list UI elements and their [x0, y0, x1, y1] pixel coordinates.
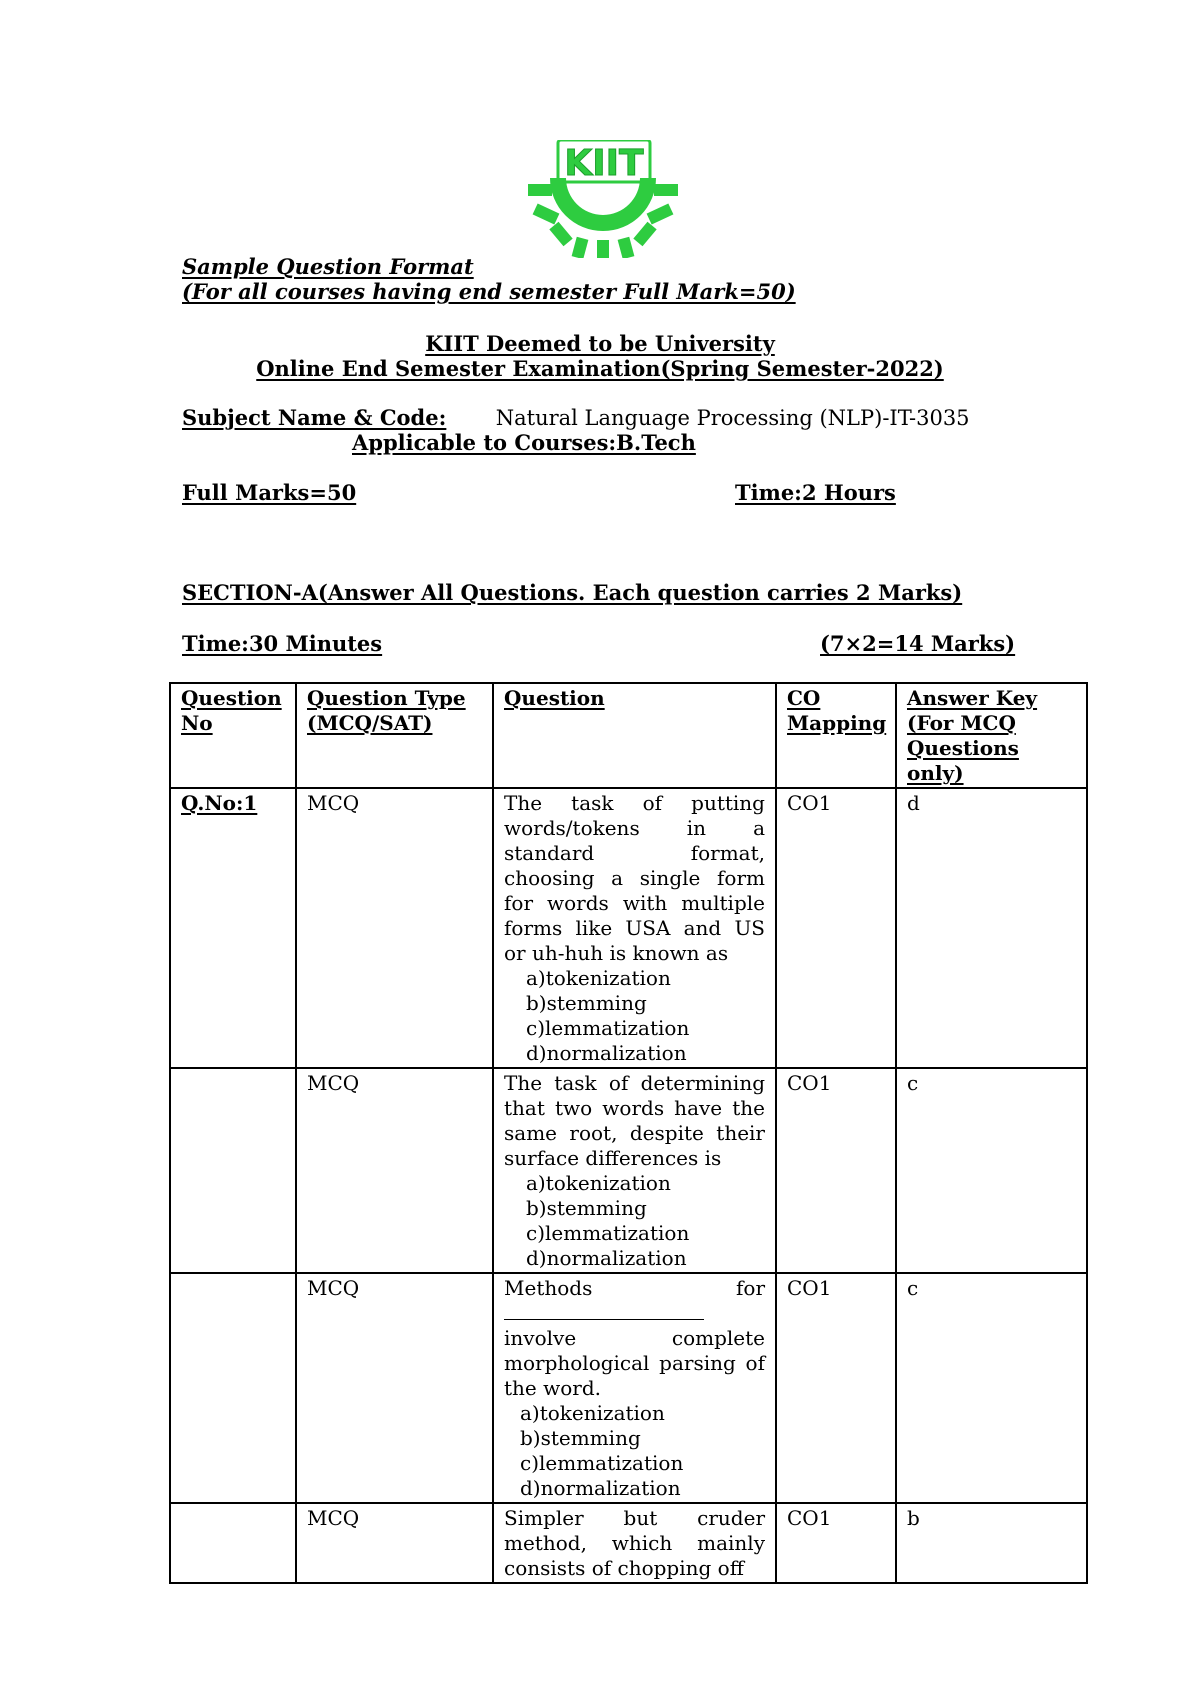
applicable-courses: Applicable to Courses:B.Tech [352, 430, 696, 455]
option-a: a)tokenization [520, 1401, 665, 1425]
university-name: KIIT Deemed to be University [425, 331, 775, 356]
answer-key: c [896, 1273, 1087, 1503]
header-question-no: Question No [170, 683, 296, 788]
kiit-logo [528, 140, 678, 258]
format-subtitle: (For all courses having end semester Full Mark=50) [182, 279, 796, 304]
answer-key: c [896, 1068, 1087, 1273]
full-marks: Full Marks=50 [182, 480, 357, 505]
question-no [170, 1068, 296, 1273]
question-no [170, 1503, 296, 1583]
fill-blank [504, 1301, 765, 1326]
table-row [170, 1068, 1087, 1273]
question-text: The task of determining that two words have the same root, despite their surface differences is [504, 1071, 765, 1170]
question-cell [493, 1068, 776, 1273]
header-question-type: Question Type (MCQ/SAT) [296, 683, 493, 788]
option-c: c)lemmatization [526, 1221, 690, 1245]
question-cell [493, 1273, 776, 1503]
options-list [504, 1401, 765, 1501]
options-list [504, 966, 765, 1066]
option-c: c)lemmatization [526, 1016, 690, 1040]
question-text-start: Methods for [504, 1276, 765, 1300]
section-title: SECTION-A(Answer All Questions. Each question carries 2 Marks) [182, 580, 963, 605]
table-header-row [170, 683, 1087, 788]
question-table [169, 682, 1088, 1584]
table-row [170, 788, 1087, 1068]
section-time: Time:30 Minutes [182, 631, 383, 656]
question-type: MCQ [296, 1273, 493, 1503]
format-title: Sample Question Format [182, 254, 474, 279]
question-type: MCQ [296, 1068, 493, 1273]
logo-text: KIIT [564, 143, 644, 184]
option-b: b)stemming [520, 1426, 641, 1450]
section-marks: (7×2=14 Marks) [820, 631, 1016, 656]
co-mapping: CO1 [776, 1273, 896, 1503]
option-d: d)normalization [526, 1041, 687, 1065]
co-mapping: CO1 [776, 788, 896, 1068]
question-cell [493, 788, 776, 1068]
subject-line [182, 405, 970, 431]
question-text-end: involve complete morphological parsing of the word. [504, 1326, 765, 1400]
co-mapping: CO1 [776, 1503, 896, 1583]
question-cell [493, 1503, 776, 1583]
answer-key: d [896, 788, 1087, 1068]
subject-value: Natural Language Processing (NLP)-IT-3035 [495, 406, 970, 430]
option-a: a)tokenization [526, 966, 671, 990]
question-no [170, 1273, 296, 1503]
option-d: d)normalization [526, 1246, 687, 1270]
header-answer-key: Answer Key (For MCQ Questions only) [896, 683, 1087, 788]
co-mapping: CO1 [776, 1068, 896, 1273]
answer-key: b [896, 1503, 1087, 1583]
question-text: The task of putting words/tokens in a standard format, choosing a single form for words with multiple forms like USA and US or uh-huh is known as [504, 791, 765, 965]
table-row [170, 1273, 1087, 1503]
option-d: d)normalization [520, 1476, 681, 1500]
question-type: MCQ [296, 1503, 493, 1583]
options-list [504, 1171, 765, 1271]
exam-title: Online End Semester Examination(Spring Semester-2022) [256, 356, 944, 381]
subject-label: Subject Name & Code: [182, 405, 447, 430]
header-question: Question [493, 683, 776, 788]
question-no: Q.No:1 [170, 788, 296, 1068]
exam-time: Time:2 Hours [735, 480, 896, 505]
option-c: c)lemmatization [520, 1451, 684, 1475]
question-text: Simpler but cruder method, which mainly consists of chopping off [504, 1506, 765, 1580]
header-co-mapping: CO Mapping [776, 683, 896, 788]
option-a: a)tokenization [526, 1171, 671, 1195]
option-b: b)stemming [526, 1196, 647, 1220]
question-type: MCQ [296, 788, 493, 1068]
option-b: b)stemming [526, 991, 647, 1015]
table-row [170, 1503, 1087, 1583]
